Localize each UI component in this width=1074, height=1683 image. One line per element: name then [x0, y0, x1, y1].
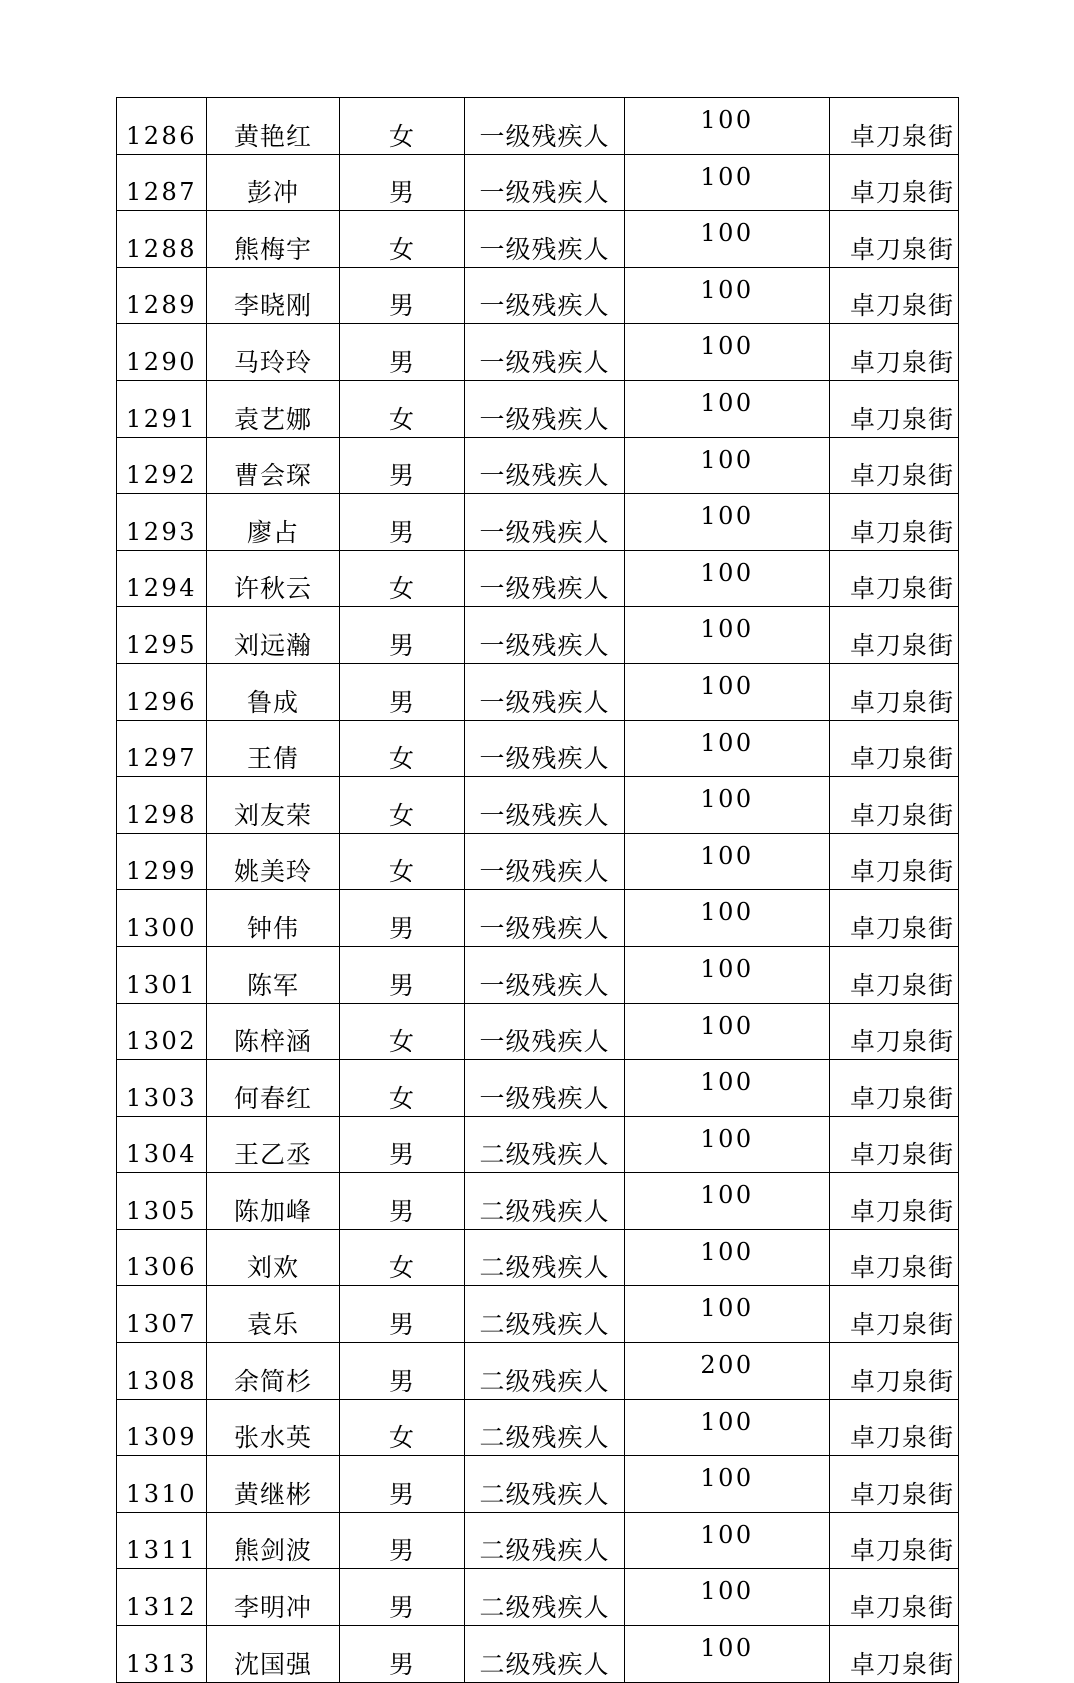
- table-row: [117, 494, 959, 551]
- amount-cell: 100: [625, 1286, 830, 1343]
- street-cell: 卓刀泉街: [830, 1626, 959, 1683]
- gender-cell: 女: [340, 1003, 465, 1060]
- row-number-cell: 1299: [117, 833, 207, 890]
- recipient-table: [116, 97, 959, 1683]
- row-number-cell: 1310: [117, 1456, 207, 1513]
- table-row: [117, 1173, 959, 1230]
- disability-level-cell: 二级残疾人: [465, 1173, 625, 1230]
- table-row: [117, 607, 959, 664]
- disability-level-cell: 一级残疾人: [465, 890, 625, 947]
- disability-level-cell: 一级残疾人: [465, 1003, 625, 1060]
- table-row: [117, 267, 959, 324]
- amount-cell: 100: [625, 1512, 830, 1569]
- street-cell: 卓刀泉街: [830, 494, 959, 551]
- table-row: [117, 1229, 959, 1286]
- disability-level-cell: 二级残疾人: [465, 1399, 625, 1456]
- name-cell: 廖占: [207, 494, 340, 551]
- row-number-cell: 1289: [117, 267, 207, 324]
- gender-cell: 女: [340, 777, 465, 834]
- gender-cell: 女: [340, 720, 465, 777]
- street-cell: 卓刀泉街: [830, 211, 959, 268]
- table-body: [117, 98, 959, 1683]
- street-cell: 卓刀泉街: [830, 946, 959, 1003]
- gender-cell: 男: [340, 494, 465, 551]
- amount-cell: 100: [625, 720, 830, 777]
- amount-cell: 100: [625, 1116, 830, 1173]
- name-cell: 何春红: [207, 1060, 340, 1117]
- gender-cell: 女: [340, 211, 465, 268]
- street-cell: 卓刀泉街: [830, 1116, 959, 1173]
- amount-cell: 100: [625, 211, 830, 268]
- gender-cell: 男: [340, 1569, 465, 1626]
- disability-level-cell: 二级残疾人: [465, 1569, 625, 1626]
- street-cell: 卓刀泉街: [830, 890, 959, 947]
- row-number-cell: 1298: [117, 777, 207, 834]
- row-number-cell: 1306: [117, 1229, 207, 1286]
- name-cell: 余简杉: [207, 1343, 340, 1400]
- name-cell: 熊剑波: [207, 1512, 340, 1569]
- table-row: [117, 1626, 959, 1683]
- name-cell: 熊梅宇: [207, 211, 340, 268]
- street-cell: 卓刀泉街: [830, 154, 959, 211]
- row-number-cell: 1296: [117, 663, 207, 720]
- gender-cell: 女: [340, 1060, 465, 1117]
- street-cell: 卓刀泉街: [830, 1343, 959, 1400]
- street-cell: 卓刀泉街: [830, 1003, 959, 1060]
- gender-cell: 男: [340, 1456, 465, 1513]
- row-number-cell: 1290: [117, 324, 207, 381]
- gender-cell: 男: [340, 267, 465, 324]
- street-cell: 卓刀泉街: [830, 1456, 959, 1513]
- amount-cell: 100: [625, 550, 830, 607]
- name-cell: 彭冲: [207, 154, 340, 211]
- street-cell: 卓刀泉街: [830, 267, 959, 324]
- table-row: [117, 833, 959, 890]
- street-cell: 卓刀泉街: [830, 1229, 959, 1286]
- row-number-cell: 1312: [117, 1569, 207, 1626]
- table-row: [117, 98, 959, 155]
- disability-level-cell: 一级残疾人: [465, 98, 625, 155]
- amount-cell: 100: [625, 98, 830, 155]
- amount-cell: 100: [625, 154, 830, 211]
- amount-cell: 100: [625, 1060, 830, 1117]
- row-number-cell: 1287: [117, 154, 207, 211]
- name-cell: 刘远瀚: [207, 607, 340, 664]
- amount-cell: 100: [625, 1456, 830, 1513]
- disability-level-cell: 一级残疾人: [465, 380, 625, 437]
- disability-level-cell: 一级残疾人: [465, 154, 625, 211]
- table-row: [117, 1569, 959, 1626]
- row-number-cell: 1293: [117, 494, 207, 551]
- table-row: [117, 777, 959, 834]
- disability-level-cell: 二级残疾人: [465, 1456, 625, 1513]
- disability-level-cell: 一级残疾人: [465, 324, 625, 381]
- disability-level-cell: 一级残疾人: [465, 777, 625, 834]
- name-cell: 王乙丞: [207, 1116, 340, 1173]
- table-row: [117, 1512, 959, 1569]
- name-cell: 曹会琛: [207, 437, 340, 494]
- name-cell: 沈国强: [207, 1626, 340, 1683]
- row-number-cell: 1292: [117, 437, 207, 494]
- gender-cell: 男: [340, 1286, 465, 1343]
- row-number-cell: 1300: [117, 890, 207, 947]
- gender-cell: 男: [340, 1116, 465, 1173]
- name-cell: 陈梓涵: [207, 1003, 340, 1060]
- name-cell: 李晓刚: [207, 267, 340, 324]
- disability-level-cell: 一级残疾人: [465, 211, 625, 268]
- row-number-cell: 1313: [117, 1626, 207, 1683]
- amount-cell: 100: [625, 494, 830, 551]
- gender-cell: 男: [340, 890, 465, 947]
- name-cell: 钟伟: [207, 890, 340, 947]
- table-row: [117, 211, 959, 268]
- row-number-cell: 1294: [117, 550, 207, 607]
- table-row: [117, 663, 959, 720]
- name-cell: 王倩: [207, 720, 340, 777]
- name-cell: 刘欢: [207, 1229, 340, 1286]
- street-cell: 卓刀泉街: [830, 98, 959, 155]
- table-row: [117, 437, 959, 494]
- street-cell: 卓刀泉街: [830, 380, 959, 437]
- disability-level-cell: 一级残疾人: [465, 437, 625, 494]
- amount-cell: 100: [625, 1173, 830, 1230]
- amount-cell: 100: [625, 833, 830, 890]
- street-cell: 卓刀泉街: [830, 720, 959, 777]
- row-number-cell: 1291: [117, 380, 207, 437]
- disability-level-cell: 一级残疾人: [465, 946, 625, 1003]
- table-row: [117, 1399, 959, 1456]
- row-number-cell: 1311: [117, 1512, 207, 1569]
- gender-cell: 男: [340, 324, 465, 381]
- name-cell: 姚美玲: [207, 833, 340, 890]
- table-row: [117, 1456, 959, 1513]
- amount-cell: 100: [625, 324, 830, 381]
- table-row: [117, 1003, 959, 1060]
- table-row: [117, 1286, 959, 1343]
- gender-cell: 男: [340, 946, 465, 1003]
- street-cell: 卓刀泉街: [830, 1173, 959, 1230]
- table-row: [117, 946, 959, 1003]
- name-cell: 许秋云: [207, 550, 340, 607]
- amount-cell: 100: [625, 777, 830, 834]
- row-number-cell: 1304: [117, 1116, 207, 1173]
- gender-cell: 女: [340, 550, 465, 607]
- street-cell: 卓刀泉街: [830, 437, 959, 494]
- amount-cell: 100: [625, 380, 830, 437]
- row-number-cell: 1301: [117, 946, 207, 1003]
- name-cell: 陈军: [207, 946, 340, 1003]
- disability-level-cell: 二级残疾人: [465, 1343, 625, 1400]
- disability-level-cell: 二级残疾人: [465, 1116, 625, 1173]
- street-cell: 卓刀泉街: [830, 1399, 959, 1456]
- amount-cell: 200: [625, 1343, 830, 1400]
- table-row: [117, 550, 959, 607]
- gender-cell: 女: [340, 1399, 465, 1456]
- gender-cell: 男: [340, 607, 465, 664]
- gender-cell: 男: [340, 154, 465, 211]
- street-cell: 卓刀泉街: [830, 833, 959, 890]
- name-cell: 陈加峰: [207, 1173, 340, 1230]
- street-cell: 卓刀泉街: [830, 1569, 959, 1626]
- street-cell: 卓刀泉街: [830, 324, 959, 381]
- name-cell: 袁艺娜: [207, 380, 340, 437]
- name-cell: 张水英: [207, 1399, 340, 1456]
- gender-cell: 男: [340, 1626, 465, 1683]
- disability-level-cell: 一级残疾人: [465, 267, 625, 324]
- street-cell: 卓刀泉街: [830, 777, 959, 834]
- gender-cell: 男: [340, 663, 465, 720]
- gender-cell: 女: [340, 98, 465, 155]
- gender-cell: 女: [340, 833, 465, 890]
- disability-level-cell: 一级残疾人: [465, 1060, 625, 1117]
- name-cell: 李明冲: [207, 1569, 340, 1626]
- gender-cell: 女: [340, 1229, 465, 1286]
- street-cell: 卓刀泉街: [830, 1286, 959, 1343]
- gender-cell: 女: [340, 380, 465, 437]
- row-number-cell: 1288: [117, 211, 207, 268]
- amount-cell: 100: [625, 437, 830, 494]
- disability-level-cell: 二级残疾人: [465, 1286, 625, 1343]
- table-row: [117, 154, 959, 211]
- row-number-cell: 1307: [117, 1286, 207, 1343]
- gender-cell: 男: [340, 1173, 465, 1230]
- disability-level-cell: 二级残疾人: [465, 1512, 625, 1569]
- row-number-cell: 1286: [117, 98, 207, 155]
- street-cell: 卓刀泉街: [830, 1060, 959, 1117]
- table-row: [117, 720, 959, 777]
- disability-level-cell: 一级残疾人: [465, 550, 625, 607]
- table-row: [117, 324, 959, 381]
- disability-level-cell: 二级残疾人: [465, 1229, 625, 1286]
- name-cell: 黄继彬: [207, 1456, 340, 1513]
- table-row: [117, 1343, 959, 1400]
- row-number-cell: 1297: [117, 720, 207, 777]
- name-cell: 马玲玲: [207, 324, 340, 381]
- amount-cell: 100: [625, 267, 830, 324]
- disability-level-cell: 一级残疾人: [465, 720, 625, 777]
- amount-cell: 100: [625, 1569, 830, 1626]
- street-cell: 卓刀泉街: [830, 1512, 959, 1569]
- name-cell: 黄艳红: [207, 98, 340, 155]
- row-number-cell: 1302: [117, 1003, 207, 1060]
- amount-cell: 100: [625, 1003, 830, 1060]
- amount-cell: 100: [625, 1229, 830, 1286]
- street-cell: 卓刀泉街: [830, 663, 959, 720]
- disability-level-cell: 一级残疾人: [465, 494, 625, 551]
- amount-cell: 100: [625, 890, 830, 947]
- street-cell: 卓刀泉街: [830, 607, 959, 664]
- amount-cell: 100: [625, 607, 830, 664]
- row-number-cell: 1309: [117, 1399, 207, 1456]
- table-row: [117, 1060, 959, 1117]
- gender-cell: 男: [340, 437, 465, 494]
- table-row: [117, 380, 959, 437]
- row-number-cell: 1295: [117, 607, 207, 664]
- gender-cell: 男: [340, 1343, 465, 1400]
- table-row: [117, 1116, 959, 1173]
- gender-cell: 男: [340, 1512, 465, 1569]
- row-number-cell: 1303: [117, 1060, 207, 1117]
- disability-level-cell: 一级残疾人: [465, 663, 625, 720]
- name-cell: 鲁成: [207, 663, 340, 720]
- row-number-cell: 1308: [117, 1343, 207, 1400]
- disability-level-cell: 二级残疾人: [465, 1626, 625, 1683]
- amount-cell: 100: [625, 946, 830, 1003]
- disability-level-cell: 一级残疾人: [465, 607, 625, 664]
- amount-cell: 100: [625, 1399, 830, 1456]
- amount-cell: 100: [625, 1626, 830, 1683]
- street-cell: 卓刀泉街: [830, 550, 959, 607]
- name-cell: 刘友荣: [207, 777, 340, 834]
- amount-cell: 100: [625, 663, 830, 720]
- disability-level-cell: 一级残疾人: [465, 833, 625, 890]
- name-cell: 袁乐: [207, 1286, 340, 1343]
- row-number-cell: 1305: [117, 1173, 207, 1230]
- table-row: [117, 890, 959, 947]
